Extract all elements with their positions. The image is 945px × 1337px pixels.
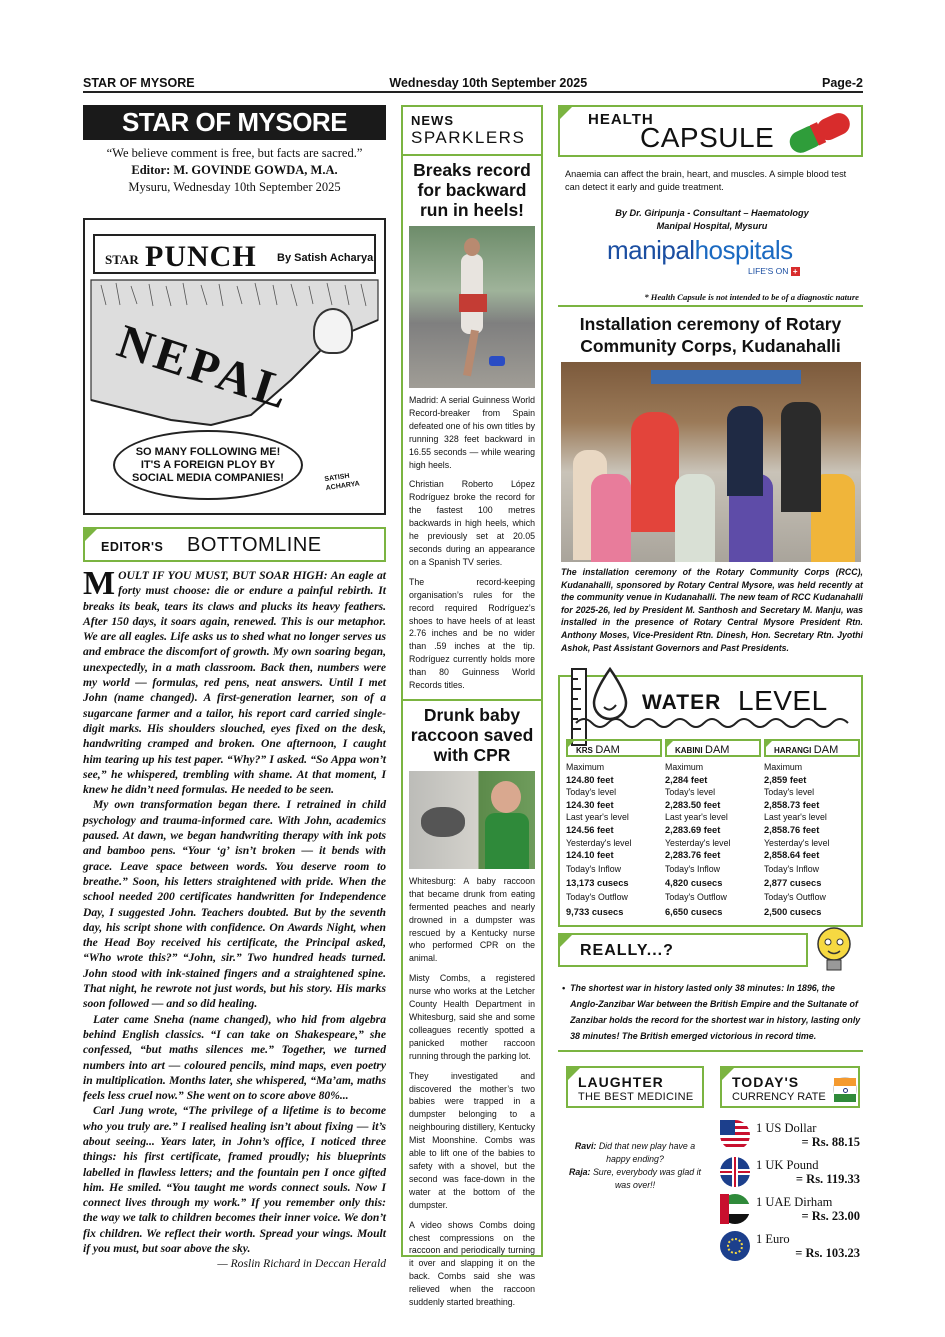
news-1-para-1: Madrid: A serial Guinness World Record-breaker from Spain defeated one of his own titles by running 328 feet backward in 16.55 seconds — while wearing high heels. xyxy=(409,395,535,470)
water-dams-0-name-text: KRS xyxy=(576,746,593,755)
water-waves-icon xyxy=(576,717,860,729)
health-by2-text: Manipal Hospital, Mysuru xyxy=(656,221,768,231)
drop-cap: M xyxy=(83,565,116,602)
dam-krs xyxy=(566,739,662,918)
water-dams-2-suffix-text: DAM xyxy=(813,744,839,756)
cartoon-bubble-text: SO MANY FOLLOWING ME! IT'S A FOREIGN PLOY BY SOCIAL MEDIA COMPANIES! xyxy=(132,445,284,484)
health-logo1-text: manipal xyxy=(607,235,695,265)
health-logo_tag-text: LIFE'S ON xyxy=(748,266,789,276)
currency-rates-1-unit-text: 1 UK Pound xyxy=(756,1157,819,1172)
water-l_in-text: Today's Inflow xyxy=(665,863,720,874)
water-dams-0-suffix-text: DAM xyxy=(595,744,620,756)
water-l_out-text: Today's Outflow xyxy=(764,891,826,902)
water-dams-2-outflow-text: 2,500 cusecs xyxy=(764,906,822,917)
runner-photo xyxy=(409,226,535,388)
news-1-para-2: Christian Roberto López Rodríguez broke the record for the fastest 100 metres backwards in high heels, which he previously set at 20.05 seconds during an appearance on a Spanish TV series. xyxy=(409,479,535,567)
rotary-caption: The installation ceremony of the Rotary Community Corps (RCC), Kudanahalli, sponsored by Rotary Central Mysore, was held recently at the community venue in Kudanahalli. The new team of RCC Kudanahalli for 2025-26, led by President M. Santhosh and Secretary M. Manju, was installed in the presence of Rotary Central Mysore President Rtn. Anthony Moses, Vice-President Rtn. Dinesh, Hon. Secretary Rtn. Jyothi Ashok, Past Assistant Governors and Past Presidents. xyxy=(561,567,863,653)
water-dams-1-yest-text: 2,283.76 feet xyxy=(665,850,721,861)
uae-flag-icon xyxy=(720,1194,750,1224)
cartoon-map-label: NEPAL xyxy=(111,314,298,421)
dam-kabini xyxy=(665,739,761,918)
manipal-logo xyxy=(607,235,817,266)
currency-row-usd xyxy=(720,1118,860,1151)
laughter-label-big: LAUGHTER xyxy=(578,1074,664,1090)
news-headline-2: Drunk baby raccoon saved with CPR xyxy=(410,704,534,765)
water-dams-1-suffix-text: DAM xyxy=(705,744,730,756)
currency-rates-0-value-text: = Rs. 88.15 xyxy=(801,1134,860,1149)
raccoon-photo xyxy=(409,771,535,869)
news-2-para-3: They investigated and discovered the mother’s two babies were trapped in a dumpster belonging to a neighbouring distillery, Kentucky Mist Moonshine. Combs was able to lift one of the babies to safety with a shovel, but the second was face-down in the water at the bottom of the dumpster. xyxy=(409,1070,535,1210)
water-l_yest-text: Yesterday's level xyxy=(566,837,632,848)
water-dams-2-yest-text: 2,858.64 feet xyxy=(764,850,820,861)
bottomline-banner xyxy=(83,527,386,562)
really-text-text: The shortest war in history lasted only 38 minutes: In 1896, the Anglo-Zanzibar War between the British Empire and the Sultanate of Zanzibar holds the record for the shortest war in history, lasting only 38 minutes! The British emerged victorious in record time. xyxy=(570,983,861,1041)
bottomline-para-2: My own transformation began there. I retrained in child psychology and trauma-informed care. With John, academics paused. At dawn, we began handwriting therapy with ink pots and bamboo pens. “Your ‘g’ isn’t broken — it bends with grace. Leave space between words. You deserve room to breathe.” Soon, his letters straightened with pride. When the school needed 200 certificates handwritten for Independence Day, I suggested John. Teachers doubted. But by the seventh day, his script shone with confidence. On Awards Night, when the Head Boy received his certificate, the Principal asked, “Who wrote this?” “John, sir.” Two hundred heads turned. John stood with ink-stained fingers and a straightened spine. That night, he rewrote not just words, but his story. His marks soon followed — and so did healing. xyxy=(83,798,386,1011)
masthead-info xyxy=(83,145,386,196)
currency-row-aed xyxy=(720,1192,860,1225)
water-dams-2-last-text: 2,858.76 feet xyxy=(764,824,820,835)
water-l_max-text: Maximum xyxy=(764,762,803,772)
water-l_today-text: Today's level xyxy=(665,787,716,798)
news-sparklers-banner xyxy=(403,107,541,156)
really-text: • The shortest war in history lasted only 38 minutes: In 1896, the Anglo-Zanzibar War between the British Empire and the Sultanate of Zanzibar holds the record for the shortest war in history, lasting only 38 minutes! The British emerged victorious in record time. xyxy=(562,980,862,1044)
laughter-q_name-text: Ravi: xyxy=(574,1141,597,1151)
laughter-joke xyxy=(566,1140,704,1192)
dam-columns xyxy=(566,739,860,918)
us-flag-icon xyxy=(720,1120,750,1150)
currency-rates-1-value-text: = Rs. 119.33 xyxy=(795,1171,860,1186)
cartoon-figure xyxy=(313,308,353,354)
masthead-title: STAR OF MYSORE xyxy=(83,105,386,140)
currency-rates-3-value-text: = Rs. 103.23 xyxy=(795,1245,860,1260)
news-2-para-2: Misty Combs, a registered nurse who works at the Letcher County Health Department in Whitesburg, said she and some colleagues recently spotted a panicked mother raccoon running through the parking lot. xyxy=(409,973,535,1061)
laughter-label-small: THE BEST MEDICINE xyxy=(578,1091,694,1103)
laughter-a_name-text: Raja: xyxy=(568,1167,591,1177)
page-header xyxy=(83,76,863,93)
water-dams-0-last-text: 124.56 feet xyxy=(566,824,614,835)
water-l_in-text: Today's Inflow xyxy=(764,863,819,874)
plus-icon: + xyxy=(791,267,800,276)
health-by1-text: By Dr. Giripunja - Consultant – Haematology xyxy=(615,208,809,218)
water-l_today-text: Today's level xyxy=(764,787,815,798)
cartoon-signature: SATISH ACHARYA xyxy=(324,472,361,493)
currency-label-big: TODAY'S xyxy=(732,1074,800,1090)
water-label-small: WATER xyxy=(642,691,722,714)
water-dams-1-outflow-text: 6,650 cusecs xyxy=(665,906,723,917)
header-publication: STAR OF MYSORE xyxy=(83,76,195,90)
really-banner xyxy=(558,933,808,967)
currency-row-gbp xyxy=(720,1155,860,1188)
star-punch-title-big: PUNCH xyxy=(145,240,257,273)
bottomline-para-3: Later came Sneha (name changed), who hid from algebra behind English classics. “I can take on Shakespeare,” she confessed, “but maths silences me.” Together, we turned numbers into art — coloured pencils, mind maps, even poetry in multiplication. Months later, she whispered, “Ma’am, maths feels less cruel now.” She went on to score above 80%... xyxy=(83,1012,386,1103)
pill-icon xyxy=(782,111,862,155)
editor-line: Editor: M. GOVINDE GOWDA, M.A. xyxy=(131,163,338,177)
news-headline-1: Breaks record for backward run in heels! xyxy=(413,160,531,220)
health-disclaimer: * Health Capsule is not intended to be of a diagnostic nature xyxy=(644,292,859,302)
health-byline xyxy=(565,207,859,233)
news-2-para-1: Whitesburg: A baby raccoon that became drunk from eating fermented peaches and nearly drowned in a dumpster was rescued by a Kentucky nurse who performed CPR on the animal. xyxy=(409,875,535,964)
water-l_last-text: Last year's level xyxy=(764,812,827,823)
bottomline-article xyxy=(83,565,386,1272)
water-l_yest-text: Yesterday's level xyxy=(665,837,731,848)
bottomline-para-4: Carl Jung wrote, “The privilege of a lifetime is to become who you truly are.” I realised healing isn’t about fixing — it’s about seeing... Years later, in John’s office, I noticed three things: his first certificate, framed proudly; his blueprints labelled in flawless letters; and the fountain pen I once gifted him. He smiled. “You taught me words connect souls. Now I connect lives through my work.” If you remember only this: the way we talk to children becomes their inner voice. We don’t fix children. We reflect their worth. Spread your wings. Moult if you must, but soar above the sky. xyxy=(83,1104,386,1256)
water-l_last-text: Last year's level xyxy=(566,812,629,823)
water-dams-2-name-text: HARANGI xyxy=(774,746,812,755)
water-l_out-text: Today's Outflow xyxy=(665,891,727,902)
currency-banner xyxy=(720,1066,860,1108)
water-l_in-text: Today's Inflow xyxy=(566,863,621,874)
rotary-photo xyxy=(561,362,861,562)
bottomline-p1-text: OULT IF YOU MUST, BUT SOAR HIGH: An eagle at forty must choose: die or endure a painful rebirth. It breaks its beak, tears its claws and plucks its heavy feathers. After 150 days, it soars again, renewed. This is our metaphor. We are all eagles. Life asks us to shed what no longer serves us and embrace the discomfort of growth. My own soaring began, unexpectedly, in a math classroom. Back then, numbers were my world — formulas, red pens, neat answers. Until I met John (name changed). A first-generation learner, son of a sugarcane farmer and a tailor, his report card carried single-digit marks. His shoulders slouched, eyes fixed on the desk, handwriting cramped and broken. One afternoon, I caught him tearing up his test paper. “Why?” I asked. “So Appa won’t see,” he whispered, trembling with shame. At that moment, I knew he didn’t need formulas. He needed to be seen. xyxy=(83,569,386,797)
dam-harangi xyxy=(764,739,860,918)
water-drop-gauge-icon xyxy=(570,665,636,749)
currency-row-eur xyxy=(720,1229,860,1262)
health-label-small: HEALTH xyxy=(588,111,654,128)
lightbulb-icon xyxy=(810,922,858,978)
water-level-box xyxy=(558,675,863,927)
water-dams-1-max-text: 2,284 feet xyxy=(665,774,708,785)
laughter-q-text: Did that new play have a happy ending? xyxy=(598,1141,696,1164)
health-capsule-text: Anaemia can affect the brain, heart, and muscles. A simple blood test can detect it early and guide treatment. xyxy=(565,169,847,192)
bottomline-label-small: EDITOR'S xyxy=(101,540,164,554)
really-label: REALLY...? xyxy=(580,942,674,959)
water-label-big: LEVEL xyxy=(738,685,828,716)
water-dams-0-today-text: 124.30 feet xyxy=(566,799,614,810)
laughter-banner xyxy=(566,1066,704,1108)
news-label-small: NEWS xyxy=(411,113,454,128)
water-l_out-text: Today's Outflow xyxy=(566,891,628,902)
news-sparklers-column xyxy=(401,105,543,1308)
manipal-tagline xyxy=(748,266,800,276)
water-l_today-text: Today's level xyxy=(566,787,617,798)
water-l_max-text: Maximum xyxy=(566,762,605,772)
eu-flag-icon xyxy=(720,1231,750,1261)
water-dams-2-inflow-text: 2,877 cusecs xyxy=(764,878,822,889)
bottomline-para-1 xyxy=(83,565,386,797)
star-punch-cartoon xyxy=(83,218,386,515)
uk-flag-icon xyxy=(720,1157,750,1187)
currency-rates-2-unit-text: 1 UAE Dirham xyxy=(756,1194,833,1209)
water-dams-1-name-text: KABINI xyxy=(675,746,703,755)
cartoon-speech-bubble xyxy=(113,430,303,500)
water-l_yest-text: Yesterday's level xyxy=(764,837,830,848)
water-l_max-text: Maximum xyxy=(665,762,704,772)
currency-rates-3-unit-text: 1 Euro xyxy=(756,1231,790,1246)
news-1-para-3: The record-keeping organisation’s rules for the record required Rodríguez’s shoes to have heels of at least 2.76 inches and be no wider than .59 inches at the tip. Rodríguez currently holds more than 80 Guinness World Records titles. xyxy=(409,576,535,691)
water-dams-0-yest-text: 124.10 feet xyxy=(566,850,614,861)
rotary-headline: Installation ceremony of Rotary Community Corps, Kudanahalli xyxy=(579,314,842,356)
header-date: Wednesday 10th September 2025 xyxy=(389,76,588,90)
news-2-para-4: A video shows Combs doing chest compressions on the raccoon and periodically turning it over and slapping it on the back. Combs said she was relieved when the raccoon suddenly started breathing. xyxy=(409,1219,535,1308)
currency-list xyxy=(720,1118,860,1266)
dateline: Mysuru, Wednesday 10th September 2025 xyxy=(128,180,341,194)
water-dams-0-max-text: 124.80 feet xyxy=(566,774,614,785)
water-dams-1-today-text: 2,283.50 feet xyxy=(665,799,721,810)
laughter-a-text: Sure, everybody was glad it was over!! xyxy=(592,1167,702,1190)
water-dams-0-inflow-text: 13,173 cusecs xyxy=(566,878,629,889)
water-dams-0-outflow-text: 9,733 cusecs xyxy=(566,906,624,917)
water-dams-2-max-text: 2,859 feet xyxy=(764,774,807,785)
currency-rates-2-value-text: = Rs. 23.00 xyxy=(801,1208,860,1223)
bottomline-label-big: BOTTOMLINE xyxy=(187,534,322,556)
health-capsule-banner xyxy=(558,105,863,157)
star-punch-banner xyxy=(93,234,376,274)
bottomline-credit: — Roslin Richard in Deccan Herald xyxy=(217,1257,386,1271)
star-punch-title-small: STAR xyxy=(105,252,139,267)
water-dams-1-last-text: 2,283.69 feet xyxy=(665,824,721,835)
india-flag-icon xyxy=(833,1077,857,1101)
currency-label-small: CURRENCY RATE xyxy=(732,1091,826,1103)
water-dams-2-today-text: 2,858.73 feet xyxy=(764,799,820,810)
header-page-number: Page-2 xyxy=(822,76,863,90)
news-label-big: SPARKLERS xyxy=(411,128,526,147)
water-dams-1-inflow-text: 4,820 cusecs xyxy=(665,878,723,889)
currency-rates-0-unit-text: 1 US Dollar xyxy=(756,1120,817,1135)
star-punch-byline: By Satish Acharya xyxy=(277,252,374,264)
health-logo2-text: hospitals xyxy=(694,235,793,265)
water-l_last-text: Last year's level xyxy=(665,812,728,823)
health-label-big: CAPSULE xyxy=(640,122,775,153)
motto: “We believe comment is free, but facts are sacred.” xyxy=(106,146,363,160)
